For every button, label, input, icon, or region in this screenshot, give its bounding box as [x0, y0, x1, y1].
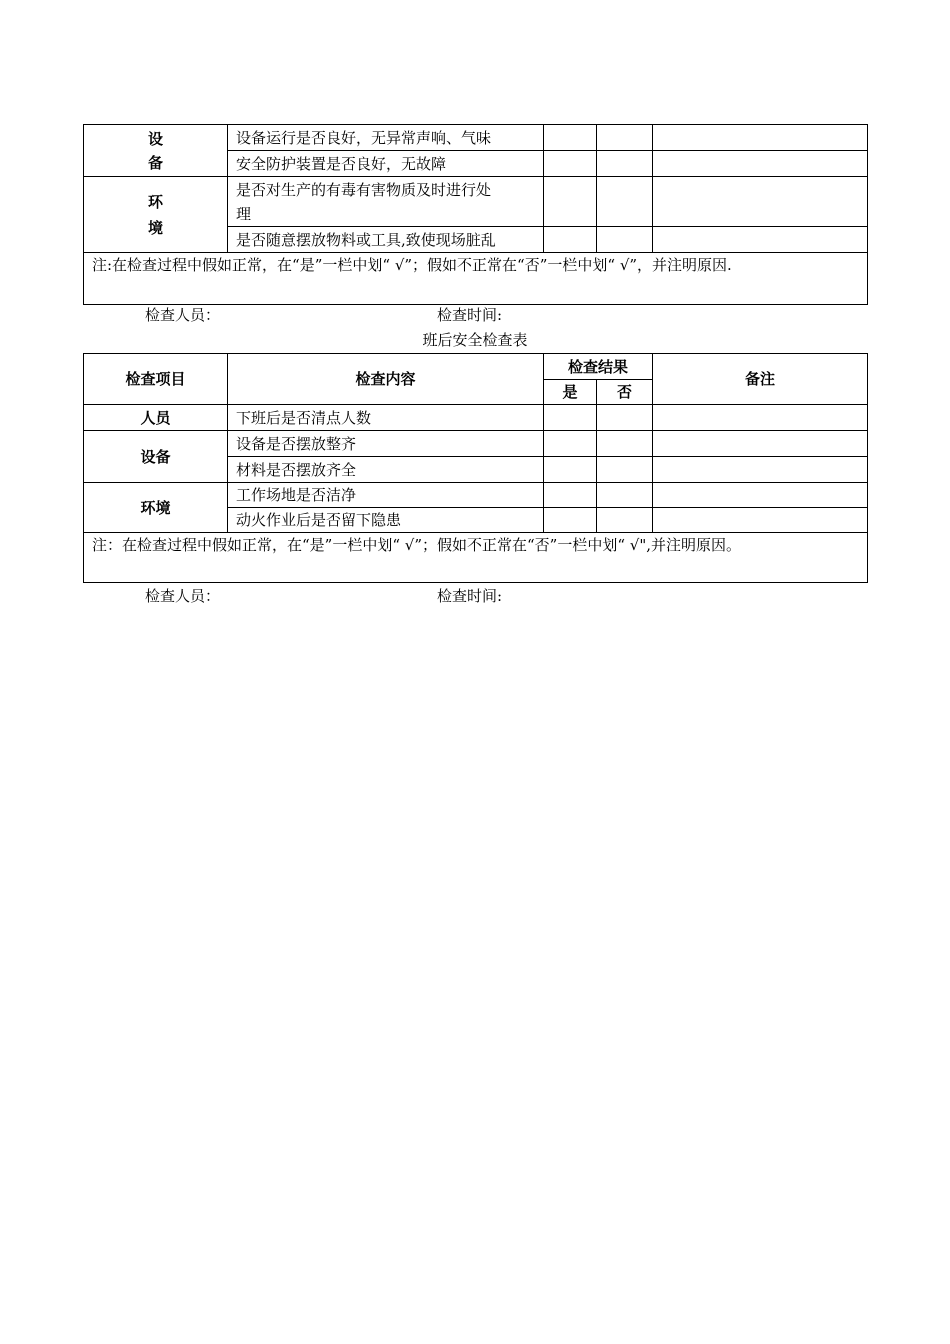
table-row [84, 431, 868, 457]
table-title: 班后安全检查表 [422, 331, 528, 349]
check-item: 下班后是否清点人数 [228, 405, 544, 431]
check-item: 材料是否摆放齐全 [228, 457, 544, 483]
check-item: 设备是否摆放整齐 [228, 431, 544, 457]
result-yes-cell[interactable] [544, 227, 597, 253]
header-remark: 备注 [653, 354, 868, 405]
header-item: 检查项目 [84, 354, 228, 405]
result-yes-cell[interactable] [544, 151, 597, 177]
category-personnel: 人员 [84, 405, 228, 431]
inspector-label: 检查人员： [145, 587, 221, 605]
check-item: 是否随意摆放物料或工具,致使现场脏乱 [228, 227, 544, 253]
remark-cell[interactable] [653, 508, 868, 533]
post-shift-inspection-table [83, 353, 868, 583]
result-no-cell[interactable] [597, 431, 653, 457]
result-no-cell[interactable] [597, 125, 653, 151]
inspection-table-continued [83, 124, 868, 305]
result-no-cell[interactable] [597, 151, 653, 177]
result-no-cell[interactable] [597, 177, 653, 227]
category-equipment: 设备 [84, 431, 228, 483]
header-content: 检查内容 [228, 354, 544, 405]
check-item: 设备运行是否良好，无异常声响、气味 [228, 125, 544, 151]
category-environment: 环境 [84, 483, 228, 533]
result-yes-cell[interactable] [544, 405, 597, 431]
category-equipment: 设 备 [84, 125, 228, 177]
remark-cell[interactable] [653, 405, 868, 431]
result-no-cell[interactable] [597, 508, 653, 533]
check-item: 工作场地是否洁净 [228, 483, 544, 508]
inspection-time-label: 检查时间: [437, 306, 503, 324]
result-yes-cell[interactable] [544, 177, 597, 227]
note-row [84, 253, 868, 305]
check-item: 动火作业后是否留下隐患 [228, 508, 544, 533]
category-environment: 环 境 [84, 177, 228, 253]
note-row [84, 533, 868, 583]
remark-cell[interactable] [653, 177, 868, 227]
check-item: 是否对生产的有毒有害物质及时进行处 理 [228, 177, 544, 227]
remark-cell[interactable] [653, 457, 868, 483]
result-yes-cell[interactable] [544, 125, 597, 151]
result-yes-cell[interactable] [544, 483, 597, 508]
result-no-cell[interactable] [597, 457, 653, 483]
result-yes-cell[interactable] [544, 508, 597, 533]
header-result: 检查结果 [544, 354, 653, 380]
remark-cell[interactable] [653, 125, 868, 151]
result-no-cell[interactable] [597, 405, 653, 431]
result-yes-cell[interactable] [544, 457, 597, 483]
inspection-time-label: 检查时间: [437, 587, 503, 605]
result-yes-cell[interactable] [544, 431, 597, 457]
remark-cell[interactable] [653, 483, 868, 508]
remark-cell[interactable] [653, 431, 868, 457]
header-yes: 是 [544, 380, 597, 405]
table-row [84, 125, 868, 151]
note-text: 注：在检查过程中假如正常，在“是”一栏中划“ √”；假如不正常在“否”一栏中划“ √",并注明原因。 [84, 533, 868, 583]
table-row [84, 405, 868, 431]
note-text: 注:在检查过程中假如正常，在“是”一栏中划“ √”；假如不正常在“否”一栏中划“ √”，并注明原因. [84, 253, 868, 305]
header-row [84, 354, 868, 380]
remark-cell[interactable] [653, 227, 868, 253]
inspector-label: 检查人员： [145, 306, 221, 324]
table-row [84, 483, 868, 508]
check-item: 安全防护装置是否良好，无故障 [228, 151, 544, 177]
header-no: 否 [597, 380, 653, 405]
remark-cell[interactable] [653, 151, 868, 177]
result-no-cell[interactable] [597, 227, 653, 253]
result-no-cell[interactable] [597, 483, 653, 508]
table-row [84, 177, 868, 227]
